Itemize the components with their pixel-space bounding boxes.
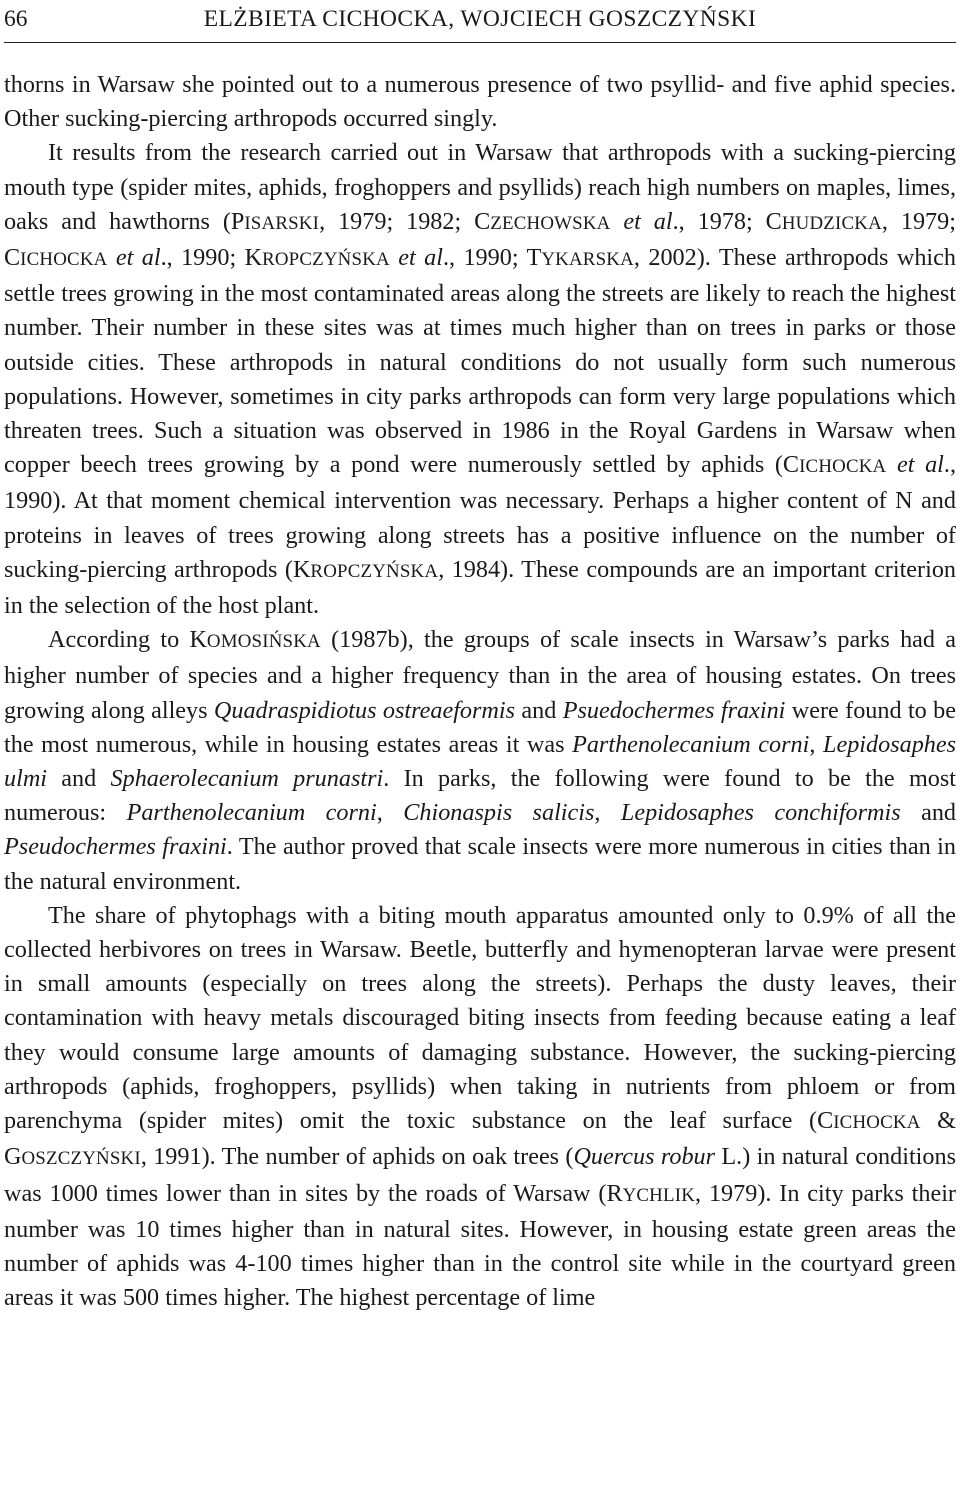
author-citation-smallcaps: ICHOCKA: [20, 249, 108, 271]
text-run: It results from the research carried out in Warsaw that arthropods with a sucking-piercing mouth type (spider mites, aphids, froghoppers and psyllids) reach high numbers on maples, limes, oaks and hawthorns (: [4, 139, 956, 235]
text-run: ,: [594, 799, 621, 827]
text-run: ., 1990). At that moment chemical intervention was necessary. Perhaps a higher content of N and proteins in leaves of trees growing along streets has a positive influence on the number of sucking-piercing arthropods (: [4, 451, 956, 583]
author-citation-smallcaps: ICHOCKA: [833, 1112, 921, 1134]
text-run: , 1979). In city parks their number was 10 times higher than in natural sites. However, in housing estate green areas the number of aphids was 4-100 times higher than in the control site while in the courtyard green areas it was 500 times higher. The highest percentage of lime: [4, 1179, 956, 1312]
italic-text: Parthenolecanium corni: [572, 730, 810, 758]
author-citation-initial: C: [474, 207, 491, 235]
text-run: L.) in natural conditions was 1000 times lower than in sites by the roads of Warsaw (: [4, 1143, 956, 1207]
text-run: thorns in Warsaw she pointed out to a numerous presence of two psyllid- and five aphid species. Other sucking-piercing arthropods occurred singly.: [4, 71, 956, 133]
author-citation-smallcaps: ICHOCKA: [799, 456, 887, 478]
text-run: were found to be the most numerous, while in housing estates areas it was: [4, 696, 956, 758]
text-run: (1987b), the groups of scale insects in Warsaw’s parks had a higher number of species and a higher frequency than in the area of housing estates. On trees growing along alleys: [4, 626, 956, 724]
text-run: The share of phytophags with a biting mouth apparatus amounted only to 0.9% of all the collected herbivores on trees in Warsaw. Beetle, butterfly and hymenopteran larvae were present in small amounts (especially on trees along the streets). Perhaps the dusty leaves, their contamination with heavy metals discouraged biting insects from feeding because eating a leaf they would consume large amounts of damaging substance. However, the sucking-piercing arthropods (aphids, froghoppers, psyllids) when taking in nutrients from phloem or from parenchyma (spider mites) omit the toxic substance on the leaf surface (: [4, 901, 956, 1135]
page-header: [4, 2, 956, 43]
italic-text: Quercus robur: [573, 1143, 716, 1171]
text-run: and: [515, 696, 563, 724]
italic-text: et al: [398, 244, 443, 272]
paragraph: [4, 623, 956, 899]
author-citation-initial: T: [526, 244, 542, 272]
text-run: and: [47, 765, 111, 793]
text-run: [610, 208, 623, 235]
author-citation-smallcaps: ISARSKI: [244, 212, 320, 234]
paragraph: [4, 136, 956, 623]
text-run: ., 1990;: [160, 244, 245, 272]
text-run: , 1979;: [881, 207, 956, 235]
italic-text: Quadraspidiotus ostreaeformis: [213, 696, 516, 724]
italic-text: Sphaerolecanium prunastri: [110, 765, 384, 793]
text-run: [107, 244, 115, 271]
author-citation-initial: C: [765, 207, 782, 235]
author-citation-smallcaps: YKARSKA: [541, 249, 634, 271]
text-run: , 1991). The number of aphids on oak trees (: [140, 1143, 574, 1171]
italic-text: et al: [115, 244, 161, 272]
italic-text: Psuedochermes fraxini: [562, 696, 786, 724]
text-run: . In parks, the following were found to be the most numerous:: [4, 765, 956, 827]
author-citation-smallcaps: ROPCZYŃSKA: [262, 249, 390, 271]
author-citation-smallcaps: OSZCZYŃSKI: [21, 1148, 141, 1170]
running-title: ELŻBIETA CICHOCKA, WOJCIECH GOSZCZYŃSKI: [203, 6, 757, 32]
text-run: and: [900, 799, 957, 827]
author-citation-smallcaps: HUDZICKA: [781, 212, 882, 234]
text-run: ,: [809, 730, 823, 758]
author-citation-smallcaps: ZECHOWSKA: [490, 212, 611, 234]
page-number: 66: [4, 6, 28, 32]
text-run: [886, 451, 897, 478]
text-run: , 1979; 1982;: [319, 207, 475, 235]
author-citation-initial: G: [4, 1143, 22, 1171]
author-citation-initial: C: [782, 451, 800, 479]
text-run: ., 1990;: [442, 244, 527, 272]
italic-text: et al: [897, 451, 944, 479]
author-citation-initial: C: [4, 244, 21, 272]
italic-text: Pseudochermes fraxini: [4, 833, 227, 861]
italic-text: et al: [623, 207, 673, 235]
author-citation-initial: K: [292, 555, 311, 583]
text-run: &: [920, 1107, 956, 1135]
article-body: [4, 68, 956, 1315]
text-run: ., 1978;: [672, 207, 766, 235]
text-run: . The author proved that scale insects were more numerous in cities than in the natural environment.: [4, 833, 956, 895]
italic-text: Lepidosaphes conchiformis: [620, 799, 901, 827]
paragraph: [4, 899, 956, 1315]
author-citation-smallcaps: YCHLIK: [622, 1184, 696, 1206]
text-run: , 2002). These arthropods which settle trees growing in the most contaminated areas along the streets are likely to reach the highest number. Their number in these sites was at times much higher than on trees in parks or those outside cities. These arthropods in natural conditions do not usually form such numerous populations. However, sometimes in city parks arthropods can form very large populations which threaten trees. Such a situation was observed in 1986 in the Royal Gardens in Warsaw when copper beech trees growing by a pond were numerously settled by aphids (: [4, 244, 956, 479]
italic-text: Parthenolecanium corni: [126, 799, 377, 827]
author-citation-initial: K: [189, 626, 207, 654]
italic-text: Chionaspis salicis: [403, 799, 595, 827]
text-run: According to: [48, 626, 190, 654]
text-run: , 1984). These compounds are an important criterion in the selection of the host plant.: [4, 555, 957, 620]
author-citation-initial: R: [606, 1179, 623, 1207]
author-citation-initial: K: [244, 244, 263, 272]
author-citation-smallcaps: ROPCZYŃSKA: [310, 560, 439, 582]
author-citation-initial: C: [817, 1107, 834, 1135]
text-run: ,: [376, 799, 404, 827]
text-run: [390, 244, 398, 271]
author-citation-initial: P: [230, 207, 245, 235]
italic-text: Lepidosaphes ulmi: [4, 730, 957, 793]
paragraph: [4, 68, 956, 136]
author-citation-smallcaps: OMOSIŃSKA: [206, 631, 321, 653]
